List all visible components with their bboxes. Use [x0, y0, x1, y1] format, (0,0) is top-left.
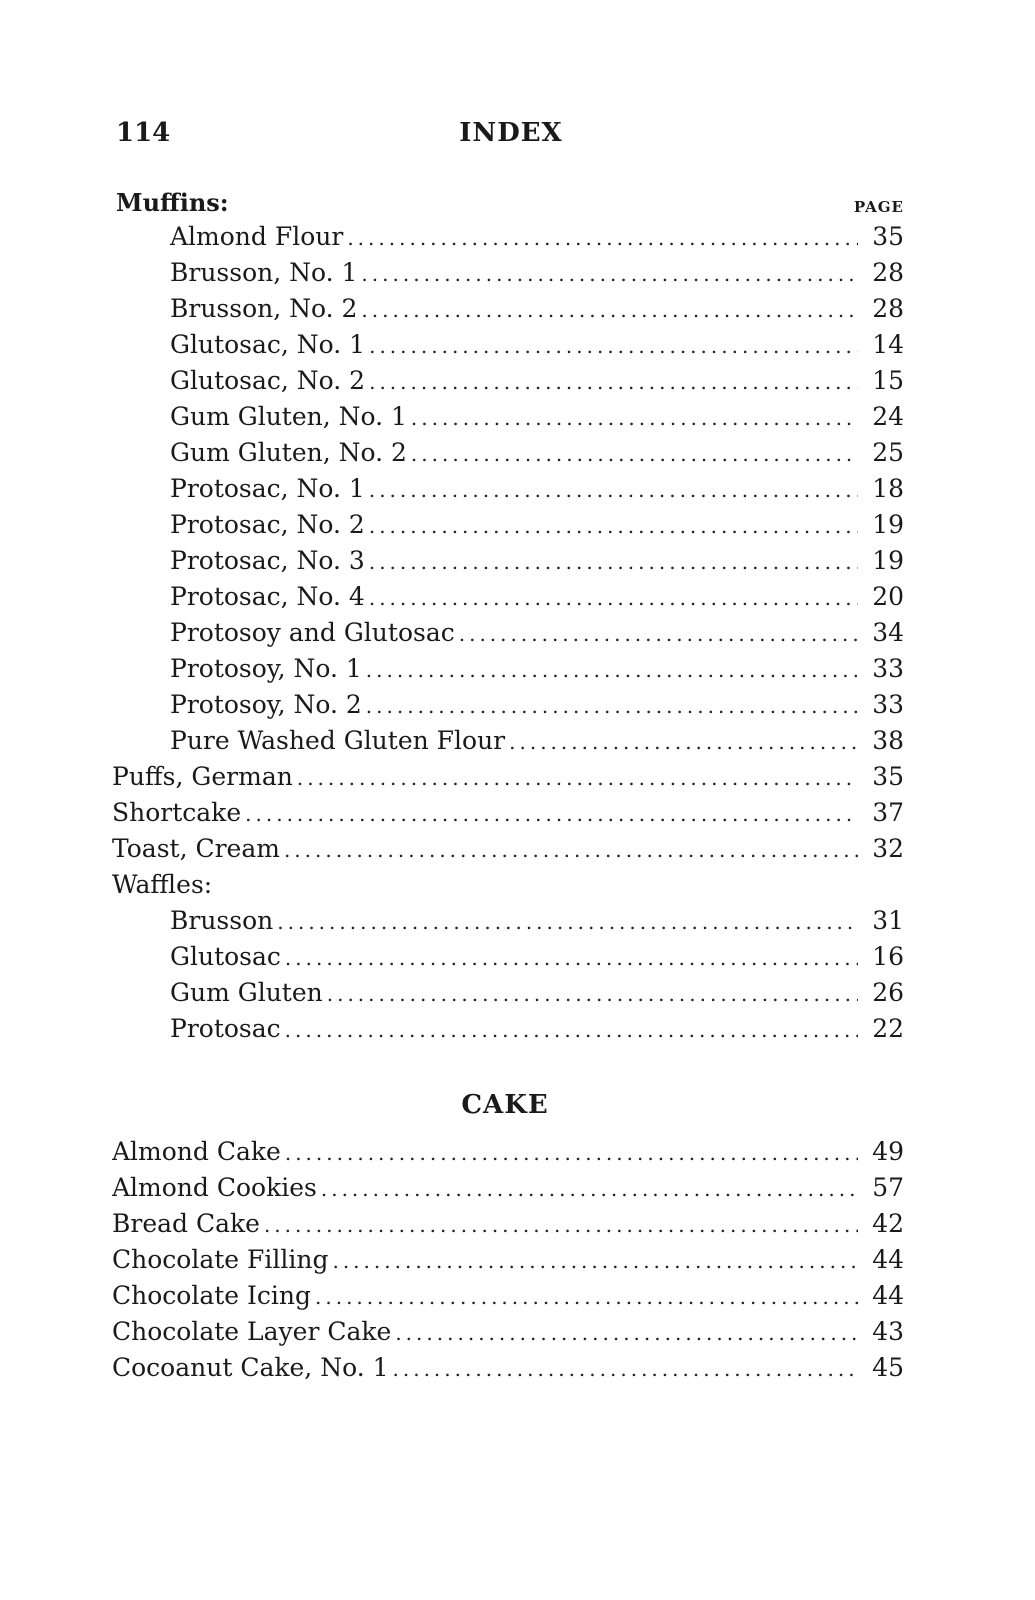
index-entry: [112, 222, 904, 258]
index-entry: [112, 510, 904, 546]
section-heading-muffins: Muffins:: [116, 188, 229, 217]
dot-leader: [285, 1141, 858, 1165]
dot-leader: [395, 1321, 858, 1345]
dot-leader: [285, 1018, 858, 1042]
entry-page: 35: [872, 762, 904, 791]
entry-label: Protosac, No. 4: [170, 582, 365, 611]
dot-leader: [321, 1177, 858, 1201]
dot-leader: [369, 334, 858, 358]
index-entry: [112, 762, 904, 798]
entry-page: 57: [872, 1173, 904, 1202]
entry-label: Brusson, No. 2: [170, 294, 358, 323]
index-list-breads: [112, 222, 904, 1050]
page-title: INDEX: [459, 118, 563, 148]
index-entry: [112, 798, 904, 834]
dot-leader: [297, 766, 858, 790]
section-heading-cake: CAKE: [461, 1090, 549, 1120]
index-entry: [112, 330, 904, 366]
dot-leader: [369, 586, 858, 610]
index-entry: [112, 546, 904, 582]
entry-label: Protosac, No. 2: [170, 510, 365, 539]
entry-page: 14: [872, 330, 904, 359]
entry-page: 15: [872, 366, 904, 395]
entry-label: Almond Cookies: [112, 1173, 317, 1202]
index-entry: [112, 690, 904, 726]
index-entry: [112, 1209, 904, 1245]
running-head: [116, 118, 906, 158]
index-entry: [112, 366, 904, 402]
dot-leader: [327, 982, 858, 1006]
entry-page: 44: [872, 1245, 904, 1274]
dot-leader: [245, 802, 858, 826]
entry-label: Brusson, No. 1: [170, 258, 358, 287]
dot-leader: [284, 838, 858, 862]
entry-label: Almond Flour: [170, 222, 344, 251]
entry-page: 37: [872, 798, 904, 827]
entry-page: 42: [872, 1209, 904, 1238]
entry-page: 22: [872, 1014, 904, 1043]
index-entry: [112, 294, 904, 330]
entry-page: 26: [872, 978, 904, 1007]
page-column-label: PAGE: [853, 198, 904, 216]
entry-label: Chocolate Filling: [112, 1245, 329, 1274]
entry-page: 24: [872, 402, 904, 431]
index-entry: [112, 1137, 904, 1173]
index-entry: [112, 438, 904, 474]
dot-leader: [332, 1249, 858, 1273]
dot-leader: [361, 262, 858, 286]
index-entry: [112, 402, 904, 438]
entry-label: Pure Washed Gluten Flour: [170, 726, 506, 755]
entry-label: Bread Cake: [112, 1209, 260, 1238]
dot-leader: [361, 298, 858, 322]
dot-leader: [369, 478, 858, 502]
entry-page: 34: [872, 618, 904, 647]
entry-label: Cocoanut Cake, No. 1: [112, 1353, 389, 1382]
dot-leader: [366, 658, 858, 682]
entry-label: Protosoy and Glutosac: [170, 618, 455, 647]
dot-leader: [277, 910, 858, 934]
dot-leader: [509, 730, 858, 754]
index-entry: [112, 1173, 904, 1209]
index-entry: [112, 654, 904, 690]
index-entry: [112, 978, 904, 1014]
index-entry: [112, 834, 904, 870]
entry-page: 44: [872, 1281, 904, 1310]
index-entry: [112, 1281, 904, 1317]
entry-label: Protosoy, No. 1: [170, 654, 362, 683]
entry-page: 28: [872, 294, 904, 323]
dot-leader: [459, 622, 858, 646]
entry-label: Glutosac, No. 2: [170, 366, 366, 395]
index-entry: [112, 1317, 904, 1353]
index-entry: [112, 906, 904, 942]
entry-label: Protosoy, No. 2: [170, 690, 362, 719]
entry-label: Puffs, German: [112, 762, 293, 791]
entry-page: 33: [872, 690, 904, 719]
dot-leader: [369, 370, 858, 394]
dot-leader: [369, 550, 858, 574]
entry-page: 25: [872, 438, 904, 467]
dot-leader: [347, 226, 858, 250]
dot-leader: [285, 946, 858, 970]
entry-label: Shortcake: [112, 798, 242, 827]
dot-leader: [366, 694, 858, 718]
entry-label: Chocolate Icing: [112, 1281, 311, 1310]
index-entry: [112, 726, 904, 762]
dot-leader: [369, 514, 858, 538]
entry-page: 31: [872, 906, 904, 935]
entry-label: Gum Gluten: [170, 978, 323, 1007]
entry-page: 38: [872, 726, 904, 755]
entry-label: Glutosac: [170, 942, 281, 971]
index-entry: [112, 258, 904, 294]
index-entry: [112, 942, 904, 978]
entry-label: Protosac: [170, 1014, 281, 1043]
entry-page: 18: [872, 474, 904, 503]
index-entry: [112, 474, 904, 510]
entry-page: 20: [872, 582, 904, 611]
entry-page: 49: [872, 1137, 904, 1166]
entry-page: 43: [872, 1317, 904, 1346]
index-list-cake: [112, 1137, 904, 1389]
entry-label: Gum Gluten, No. 1: [170, 402, 407, 431]
dot-leader: [315, 1285, 858, 1309]
entry-label: Protosac, No. 3: [170, 546, 365, 575]
index-entry: [112, 1014, 904, 1050]
page-number: 114: [116, 118, 171, 148]
entry-label: Almond Cake: [112, 1137, 281, 1166]
dot-leader: [393, 1357, 859, 1381]
entry-page: 45: [872, 1353, 904, 1382]
entry-label: Waffles:: [112, 870, 213, 899]
section-heading-waffles: [112, 870, 904, 906]
dot-leader: [411, 406, 858, 430]
entry-label: Protosac, No. 1: [170, 474, 365, 503]
entry-label: Chocolate Layer Cake: [112, 1317, 392, 1346]
entry-page: 35: [872, 222, 904, 251]
dot-leader: [411, 442, 858, 466]
index-entry: [112, 618, 904, 654]
entry-label: Glutosac, No. 1: [170, 330, 366, 359]
index-entry: [112, 1245, 904, 1281]
entry-page: 19: [872, 510, 904, 539]
entry-page: 16: [872, 942, 904, 971]
entry-label: Gum Gluten, No. 2: [170, 438, 407, 467]
index-entry: [112, 1353, 904, 1389]
dot-leader: [264, 1213, 858, 1237]
entry-page: 32: [872, 834, 904, 863]
entry-page: 33: [872, 654, 904, 683]
index-entry: [112, 582, 904, 618]
entry-label: Toast, Cream: [112, 834, 280, 863]
entry-page: 19: [872, 546, 904, 575]
entry-label: Brusson: [170, 906, 274, 935]
entry-page: 28: [872, 258, 904, 287]
